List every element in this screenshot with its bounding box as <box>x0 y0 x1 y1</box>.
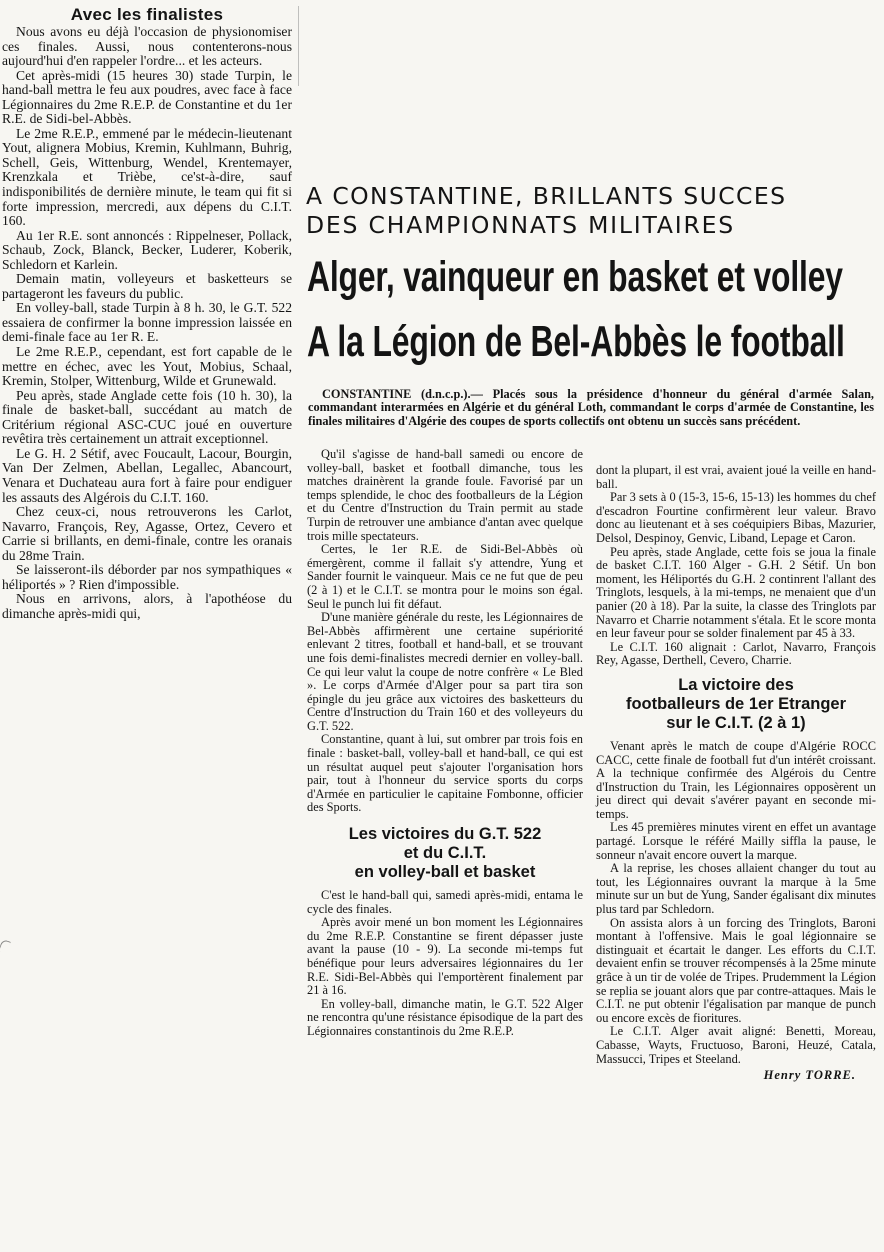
column-body <box>307 448 583 815</box>
paragraph: Demain matin, volleyeurs et basketteurs se partageront les faveurs du public. <box>2 271 292 301</box>
main-kicker-line-1: A CONSTANTINE, BRILLANTS SUCCES <box>306 182 787 210</box>
subheading-line: et du C.I.T. <box>403 844 487 863</box>
paragraph: Cet après-midi (15 heures 30) stade Turpin, le hand-ball mettra le feu aux poudres, avec face à face Légionnaires du 2me R.E.P. de Constantine et du 1er R.E. de Sidi-bel-Abbès. <box>2 67 292 127</box>
left-article-heading: Avec les finalistes <box>70 5 224 24</box>
column-body <box>596 740 876 1066</box>
paragraph: D'une manière générale du reste, les Légionnaires de Bel-Abbès affirmèrent une certaine supériorité enlevant 2 titres, football et hand-ball, et se trouvant une fois demi-finalistes mecredi dernier en volley-ball. Ce qui leur valut la coupe de notre confrère « Le Bled ». Le corps d'Armée d'Alger pour sa part tira son épingle du jeu grâce aux victoires des basketteurs du Centre d'Instruction du Train 160 et des volleyeurs du G.T. 522. <box>307 610 583 733</box>
paragraph: Le 2me R.E.P., cependant, est fort capable de le mettre en échec, avec les Yout, Mobius, Schaal, Kremin, Stolper, Wittenburg, Wilde et Grunewald. <box>2 344 292 389</box>
paragraph: Constantine, quant à lui, sut ombrer par trois fois en finale : basket-ball, volley-ball et hand-ball, ce qui est un résultat auquel peut s'ajouter l'organisation hors pair, tout à l'honneur du service sports du corps d'Armée en particulier le capitaine Fombonne, officier des Sports. <box>307 732 583 815</box>
margin-mark <box>0 939 11 954</box>
left-article-body <box>2 25 292 621</box>
paragraph: Le C.I.T. Alger avait aligné: Benetti, Moreau, Cabasse, Wayts, Fructuoso, Baroni, Heuzé, Catala, Massucci, Tripes et Steeland. <box>596 1024 876 1066</box>
subheading-volley-basket <box>307 825 583 882</box>
main-headline-line-1: Alger, vainqueur en basket et volley <box>307 253 843 301</box>
paragraph: Nous en arrivons, alors, à l'apothéose du dimanche après-midi qui, <box>2 591 292 621</box>
paragraph: Se laisseront-ils déborder par nos sympathiques « héliportés » ? Rien d'impossible. <box>2 562 292 592</box>
paragraph: Le G. H. 2 Sétif, avec Foucault, Lacour, Bourgin, Van Der Zelmen, Abellan, Legallec, Abancourt, Venara et Duchateau aura fort à faire pour endiguer les assauts des Algérois du C.I.T. 160. <box>2 445 292 505</box>
paragraph: Après avoir mené un bon moment les Légionnaires du 2me R.E.P. Constantine se firent dépasser juste avant la pause (10 - 9). La seconde mi-temps fut bénéfique pour leurs adversaires légionnaires du 1er R.E. Sidi-Bel-Abbès qui l'emportèrent finalement par 21 à 16. <box>307 915 583 998</box>
paragraph: Peu après, stade Anglade, cette fois se joua la finale de basket C.I.T. 160 Alger - G.H. 2 Sétif. Un bon moment, les Héliportés du G.H. 2 continrent l'allant des Tringlots, lesquels, à la mi-temps, ne menaient que d'un panier (20 à 18). Par la suite, la classe des Tringlots par Navarro et Charrie notamment s'étala. Et le score monta en leur faveur pour se solder finalement par 45 à 33. <box>596 544 876 641</box>
column-body <box>596 464 876 668</box>
paragraph: En volley-ball, dimanche matin, le G.T. 522 Alger ne rencontra qu'une résistance épisodique de la part des Légionnaires constantinois du 2me R.E.P. <box>307 996 583 1038</box>
main-headline-line-2: A la Légion de Bel-Abbès le football <box>307 317 845 366</box>
paragraph: Le C.I.T. 160 alignait : Carlot, Navarro, François Rey, Agasse, Derthell, Cevero, Charrie. <box>596 639 876 668</box>
column-body <box>307 889 583 1039</box>
paragraph: Certes, le 1er R.E. de Sidi-Bel-Abbès où émergèrent, comme il fallait s'y attendre, Yung et Sander fournit le vainqueur. Mais ce ne fut que de peu (2 à 1) et le C.I.T. se montra pour le moins son égal. Seul le punch lui fit défaut. <box>307 542 583 611</box>
subheading-line: La victoire des <box>678 675 794 694</box>
paragraph: Le 2me R.E.P., emmené par le médecin-lieutenant Yout, alignera Mobius, Kremin, Kuhlmann, Buhrig, Schell, Geis, Wittenburg, Wendel, Krentemayer, Krenzkala et Trièbe, ce'st-à-dire, sauf indisponibilités de dernière minute, le team qui fit si forte impression, mercredi, aux dépens du C.I.T. 160. <box>2 125 292 229</box>
paragraph: Les 45 premières minutes virent en effet un avantage partagé. Lorsque le référé Mailly siffla la pause, le sonneur n'avait encore ouvert la marque. <box>596 820 876 862</box>
left-article <box>2 6 292 621</box>
paragraph: Nous avons eu déjà l'occasion de physionomiser ces finales. Aussi, nous contenterons-nous aujourd'hui d'en rappeler l'ordre... et les acteurs. <box>2 24 292 69</box>
paragraph: A la reprise, les choses allaient changer du tout au tout, les Légionnaires ouvrant la marque à la 5me minute sur un but de Yung, Sander égalisant dix minutes plus tard par Schledorn. <box>596 861 876 917</box>
paragraph: On assista alors à un forcing des Tringlots, Baroni montant à l'offensive. Mais le goal légionnaire se distinguait et écartait le danger. Les efforts du C.I.T. devaient enfin se trouver récompensés à la 25me minute grâce à un tir de volée de Tripes. Prudemment la Légion se replia se jouant alors que par contre-attaques. Mais le C.I.T. ne put obtenir l'égalisation par manque de punch ou encore excès de fioritures. <box>596 915 876 1025</box>
paragraph: Qu'il s'agisse de hand-ball samedi ou encore de volley-ball, basket et football dimanche, tous les matches drainèrent la grande foule. Favorisé par un temps splendide, le choc des footballeurs de la Légion et du Centre d'Instruction du Train permit au stade Turpin de retrouver une ambiance d'antan avec quelque trois mille spectateurs. <box>307 447 583 543</box>
column-rule <box>298 6 299 86</box>
paragraph: En volley-ball, stade Turpin à 8 h. 30, le G.T. 522 essaiera de confirmer la bonne impression laissée en demi-finale face au 1er R. E. <box>2 300 292 345</box>
main-kicker-line-2: DES CHAMPIONNATS MILITAIRES <box>306 211 735 239</box>
main-article-column-1 <box>307 448 583 1039</box>
subheading-line: sur le C.I.T. (2 à 1) <box>666 713 806 732</box>
main-article-column-2 <box>596 464 876 1083</box>
lead-paragraph: CONSTANTINE (d.n.c.p.).— Placés sous la présidence d'honneur du général d'armée Salan, commandant interarmées en Algérie et du général Loth, commandant le corps d'armée de Constantine, les finales militaires d'Algérie des coupes de sports collectifs ont obtenu un succès sans précédent. <box>308 387 874 428</box>
subheading-football <box>596 676 876 733</box>
subheading-line: footballeurs de 1er Etranger <box>625 694 847 713</box>
subheading-line: en volley-ball et basket <box>354 863 536 882</box>
main-article-lead <box>308 388 874 428</box>
paragraph: Au 1er R.E. sont annoncés : Rippelneser, Pollack, Schaub, Zock, Blanck, Becker, Luderer, Koberik, Schledorn et Karlein. <box>2 227 292 272</box>
paragraph: Chez ceux-ci, nous retrouverons les Carlot, Navarro, François, Rey, Agasse, Ortez, Cevero et Carrie si brillants, en demi-finale, contre les oranais du 28me Train. <box>2 504 292 563</box>
author-signature: Henry TORRE. <box>763 1068 856 1083</box>
subheading-line: Les victoires du G.T. 522 <box>348 825 542 844</box>
paragraph: Peu après, stade Anglade cette fois (10 h. 30), la finale de basket-ball, succédant au match de Critérium régional ASC-CUC joué en ouverture revêtira très certainement un attrait exceptionnel. <box>2 387 292 447</box>
paragraph: Par 3 sets à 0 (15-3, 15-6, 15-13) les hommes du chef d'escadron Fourtine confirmèrent leur valeur. Bravo donc au lieutenant et à ses coéquipiers Bibas, Mazurier, Delsol, Despinoy, Genvic, Liband, Lepage et Caron. <box>596 490 876 545</box>
paragraph: Venant après le match de coupe d'Algérie ROCC CACC, cette finale de football fut d'un intérêt croissant. A la technique confirmée des Algérois du Centre d'Instruction du Train, les Légionnaires opposèrent un jeu direct qui devait s'avérer payant en seconde mi-temps. <box>596 738 876 821</box>
paragraph: dont la plupart, il est vrai, avaient joué la veille en hand-ball. <box>596 463 876 491</box>
paragraph: C'est le hand-ball qui, samedi après-midi, entama le cycle des finales. <box>307 888 583 916</box>
